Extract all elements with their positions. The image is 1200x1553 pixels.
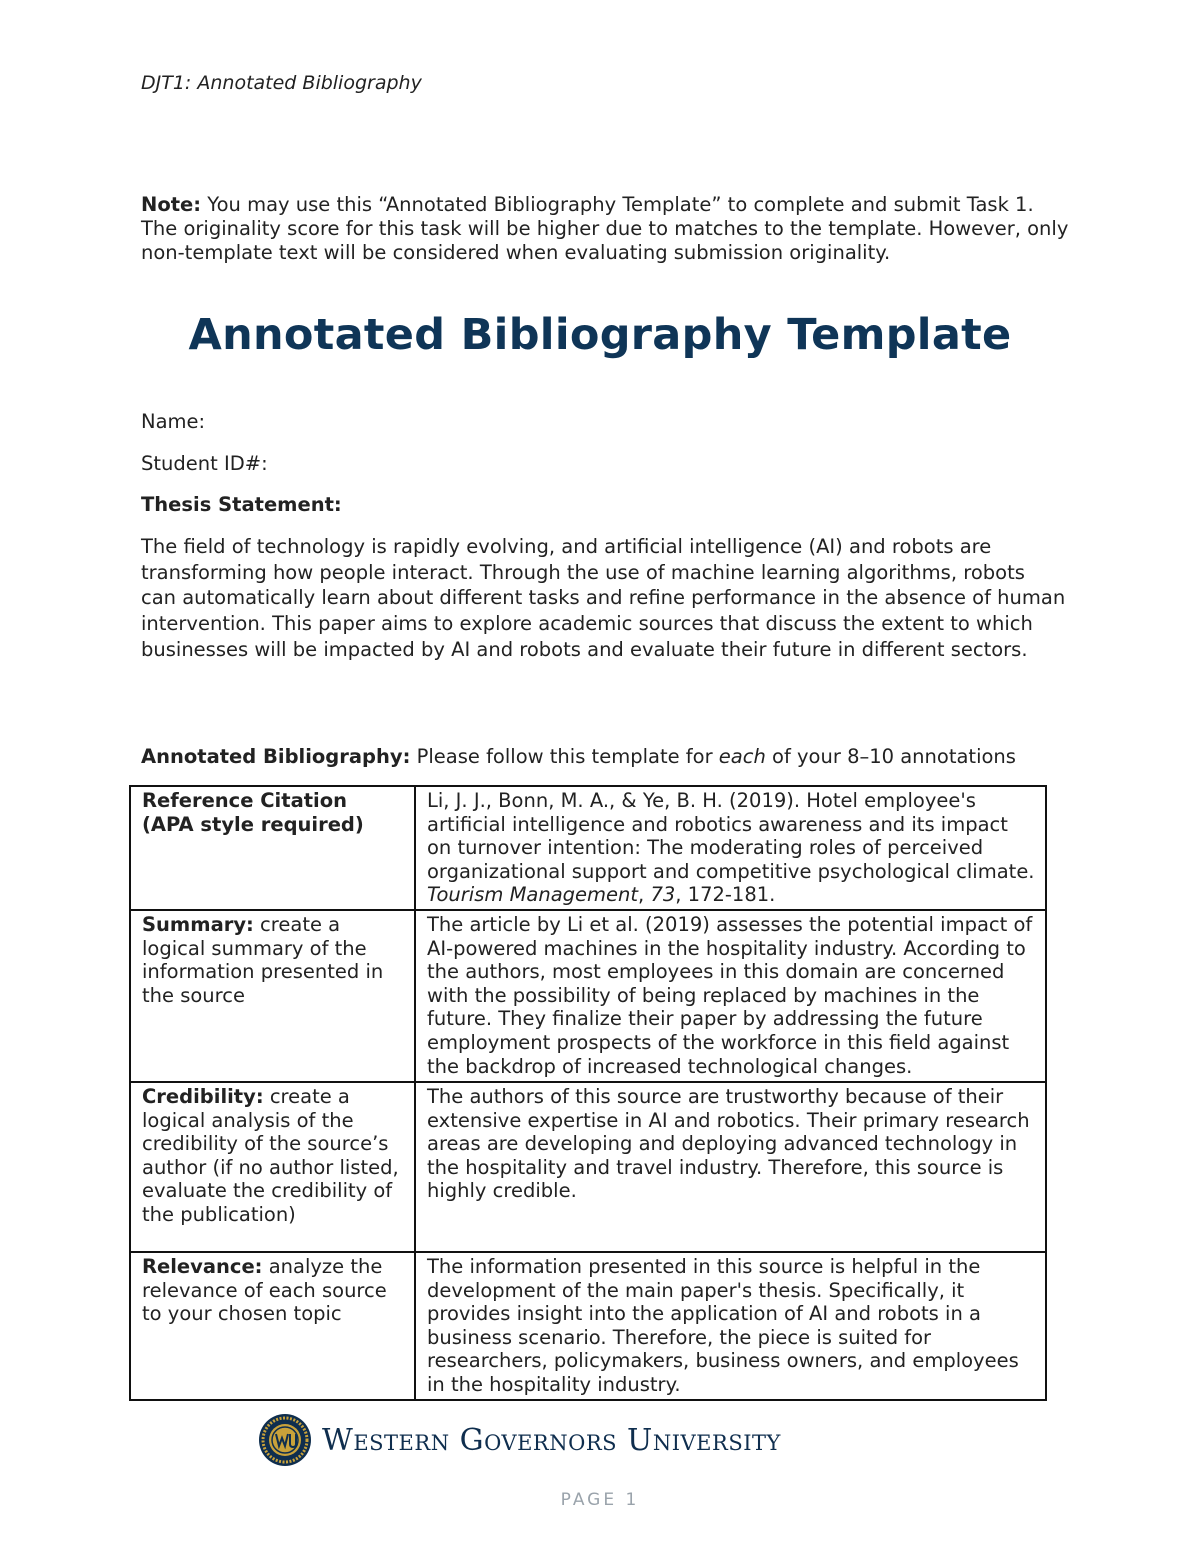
note-label: Note: (141, 193, 202, 216)
university-seal-icon (258, 1413, 312, 1467)
relevance-label: Relevance: (142, 1255, 263, 1278)
credibility-label: Credibility: (142, 1085, 264, 1108)
student-id-label: Student ID#: (141, 452, 268, 475)
reference-label: Reference Citation (APA style required) (142, 789, 364, 836)
university-name: Western Governors University (322, 1422, 781, 1458)
note-text: You may use this “Annotated Bibliography Template” to complete and submit Task 1. The originality score for this task will be higher due to matches to the template. However, only non-template text will be considered when evaluating submission originality. (141, 193, 1069, 264)
citation-pages: , 172-181. (675, 883, 776, 907)
summary-content-cell: The article by Li et al. (2019) assesses the potential impact of AI-powered machines in the hospitality industry. According to the authors, most employees in this domain are concerned with the possibility of being replaced by machines in the future. They finalize their paper by addressing the future employment prospects of the workforce in this field against the backdrop of increased technological changes. (415, 910, 1046, 1082)
table-row-credibility (130, 1082, 1046, 1252)
citation-text: Li, J. J., Bonn, M. A., & Ye, B. H. (2019). Hotel employee's artificial intelligence and robotics awareness and its impact on turnover intention: The moderating roles of perceived organizational support and competitive psychological climate. (427, 789, 1035, 883)
bibliography-heading-emphasis: each (718, 745, 766, 768)
table-row-summary (130, 910, 1046, 1082)
relevance-label-desc: analyze the relevance of each source to your chosen topic (142, 1255, 387, 1326)
reference-label-cell (130, 786, 415, 910)
annotation-table (129, 785, 1047, 1401)
credibility-label-cell (130, 1082, 415, 1252)
citation-sep: , (638, 883, 651, 907)
bibliography-heading-label: Annotated Bibliography: (141, 745, 411, 768)
summary-label: Summary: (142, 913, 254, 936)
thesis-statement: The field of technology is rapidly evolving, and artificial intelligence (AI) and robots are transforming how people interact. Through the use of machine learning algorithms, robots can automatically learn about different tasks and refine performance in the absence of human intervention. This paper aims to explore academic sources that discuss the extent to which businesses will be impacted by AI and robots and evaluate their future in different sectors. (141, 535, 1066, 661)
credibility-content-cell: The authors of this source are trustworthy because of their extensive expertise in AI and robotics. Their primary research areas are developing and deploying advanced technology in the hospitality and travel industry. Therefore, this source is highly credible. (415, 1082, 1046, 1252)
table-row-reference (130, 786, 1046, 910)
citation-volume: 73 (650, 883, 676, 907)
reference-citation-cell (415, 786, 1046, 910)
running-header: DJT1: Annotated Bibliography (141, 72, 422, 94)
bibliography-heading-text-before: Please follow this template for (410, 745, 719, 768)
bibliography-heading-text-after: of your 8–10 annotations (765, 745, 1016, 768)
citation-journal: Tourism Management (427, 883, 639, 907)
credibility-label-desc: create a logical analysis of the credibility of the source’s author (if no author listed, evaluate the credibility of the publication) (142, 1085, 399, 1226)
summary-label-desc: create a logical summary of the information presented in the source (142, 913, 384, 1007)
bibliography-heading (141, 745, 1061, 768)
note-paragraph (141, 193, 1071, 265)
summary-label-cell (130, 910, 415, 1082)
table-row-relevance (130, 1252, 1046, 1400)
page-number: PAGE 1 (560, 1490, 640, 1510)
relevance-content-cell: The information presented in this source is helpful in the development of the main paper's thesis. Specifically, it provides insight into the application of AI and robots in a business scenario. Therefore, the piece is suited for researchers, policymakers, business owners, and employees in the hospitality industry. (415, 1252, 1046, 1400)
relevance-label-cell (130, 1252, 415, 1400)
name-label: Name: (141, 410, 206, 433)
university-logo (258, 1412, 908, 1468)
thesis-label: Thesis Statement: (141, 493, 342, 516)
document-title: Annotated Bibliography Template (188, 310, 1012, 360)
